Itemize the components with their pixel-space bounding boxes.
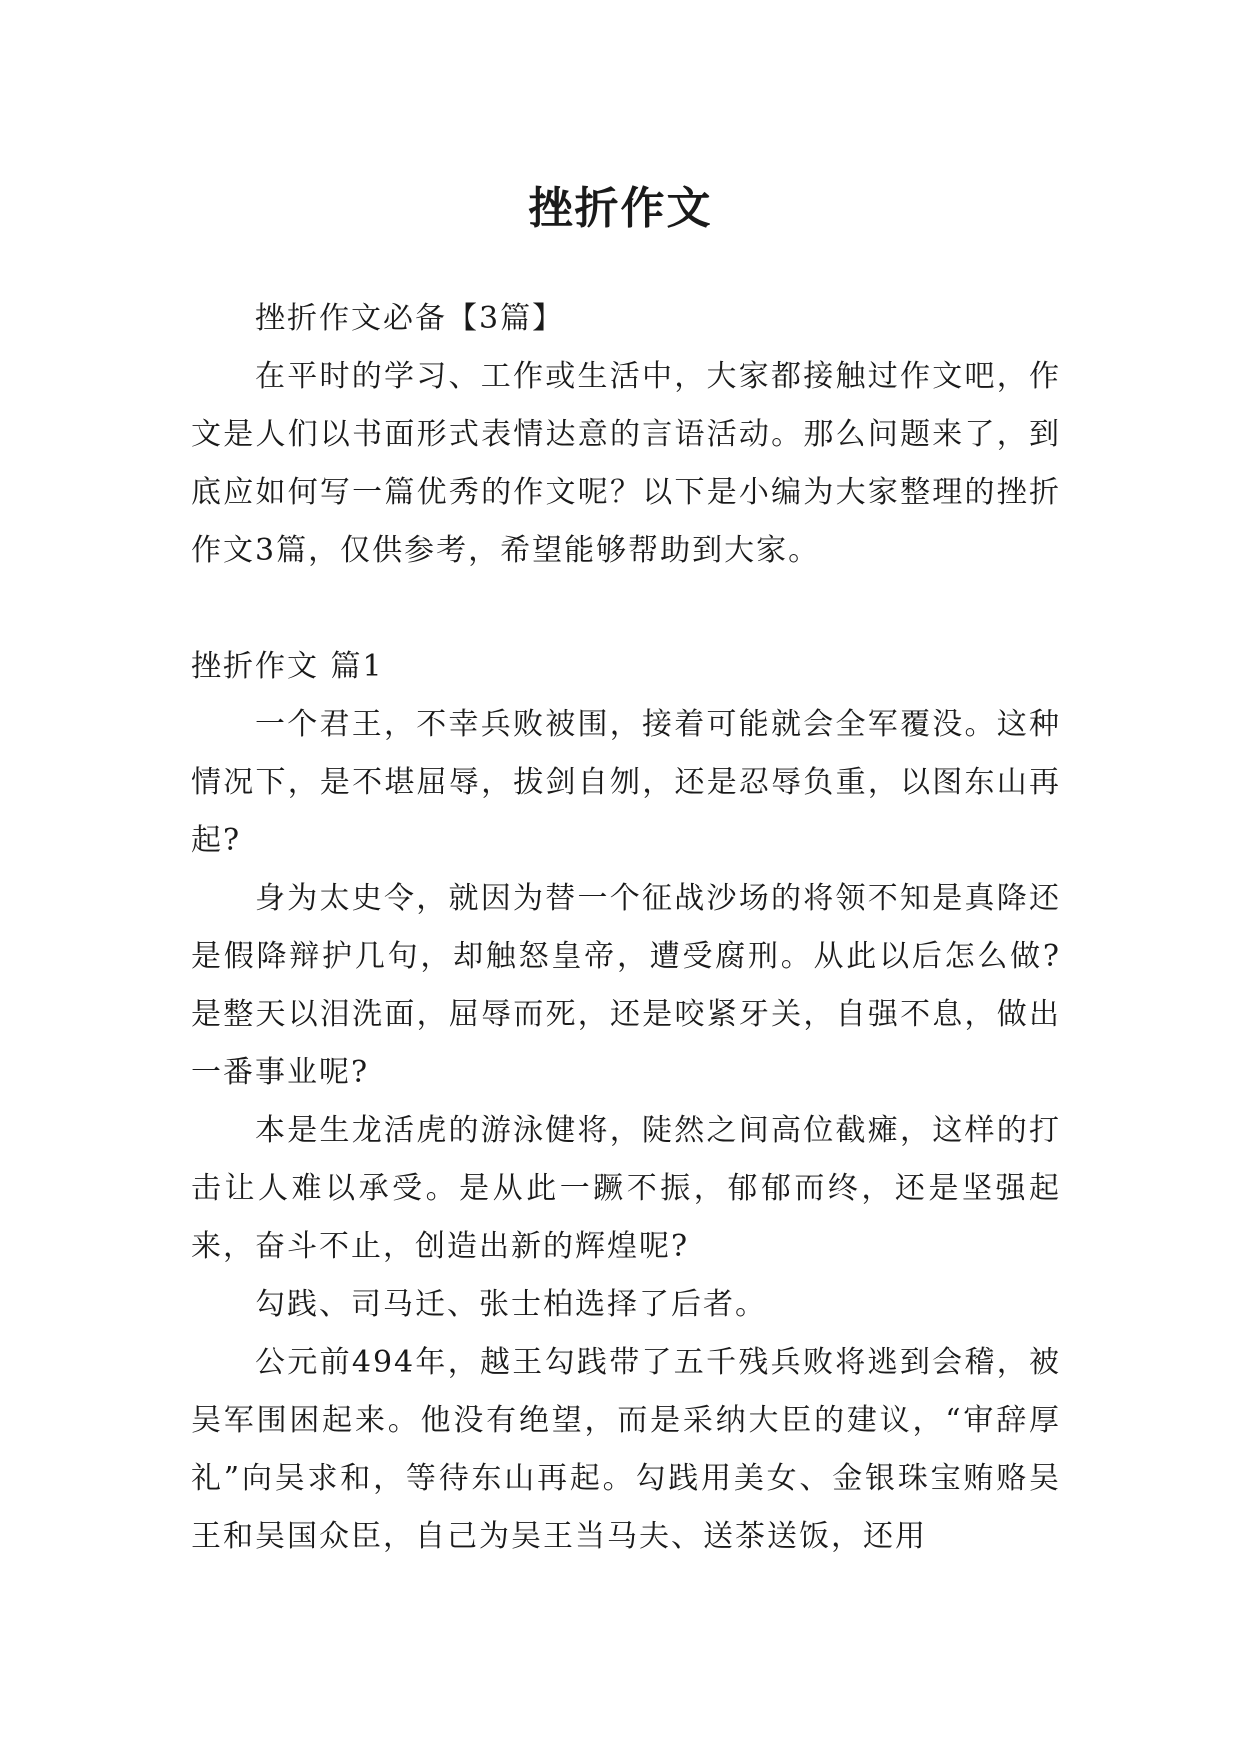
document-title: 挫折作文	[528, 183, 713, 235]
paragraph-gap	[191, 580, 1061, 638]
section-heading: 挫折作文 篇1	[191, 649, 384, 684]
document-body	[191, 290, 1061, 1566]
body-paragraph-5: 公元前494年，越王勾践带了五千残兵败将逃到会稽，被吴军围困起来。他没有绝望，而是采纳大臣的建议，“审辞厚礼”向吴求和，等待东山再起。勾践用美女、金银珠宝贿赂吴王和吴国众臣，自己为吴王当马夫、送茶送饭，还用	[191, 1345, 1061, 1554]
body-paragraph-2: 身为太史令，就因为替一个征战沙场的将领不知是真降还是假降辩护几句，却触怒皇帝，遭受腐刑。从此以后怎么做?是整天以泪洗面，屈辱而死，还是咬紧牙关，自强不息，做出一番事业呢?	[191, 881, 1061, 1090]
body-paragraph-1: 一个君王，不幸兵败被围，接着可能就会全军覆没。这种情况下，是不堪屈辱，拔剑自刎，还是忍辱负重，以图东山再起?	[191, 707, 1061, 858]
document-subtitle: 挫折作文必备【3篇】	[255, 301, 565, 336]
intro-paragraph: 在平时的学习、工作或生活中，大家都接触过作文吧，作文是人们以书面形式表情达意的言语活动。那么问题来了，到底应如何写一篇优秀的作文呢？以下是小编为大家整理的挫折作文3篇，仅供参考，希望能够帮助到大家。	[191, 359, 1061, 568]
body-paragraph-3: 本是生龙活虎的游泳健将，陡然之间高位截瘫，这样的打击让人难以承受。是从此一蹶不振，郁郁而终，还是坚强起来，奋斗不止，创造出新的辉煌呢?	[191, 1113, 1061, 1264]
body-paragraph-4: 勾践、司马迁、张士柏选择了后者。	[255, 1287, 767, 1322]
